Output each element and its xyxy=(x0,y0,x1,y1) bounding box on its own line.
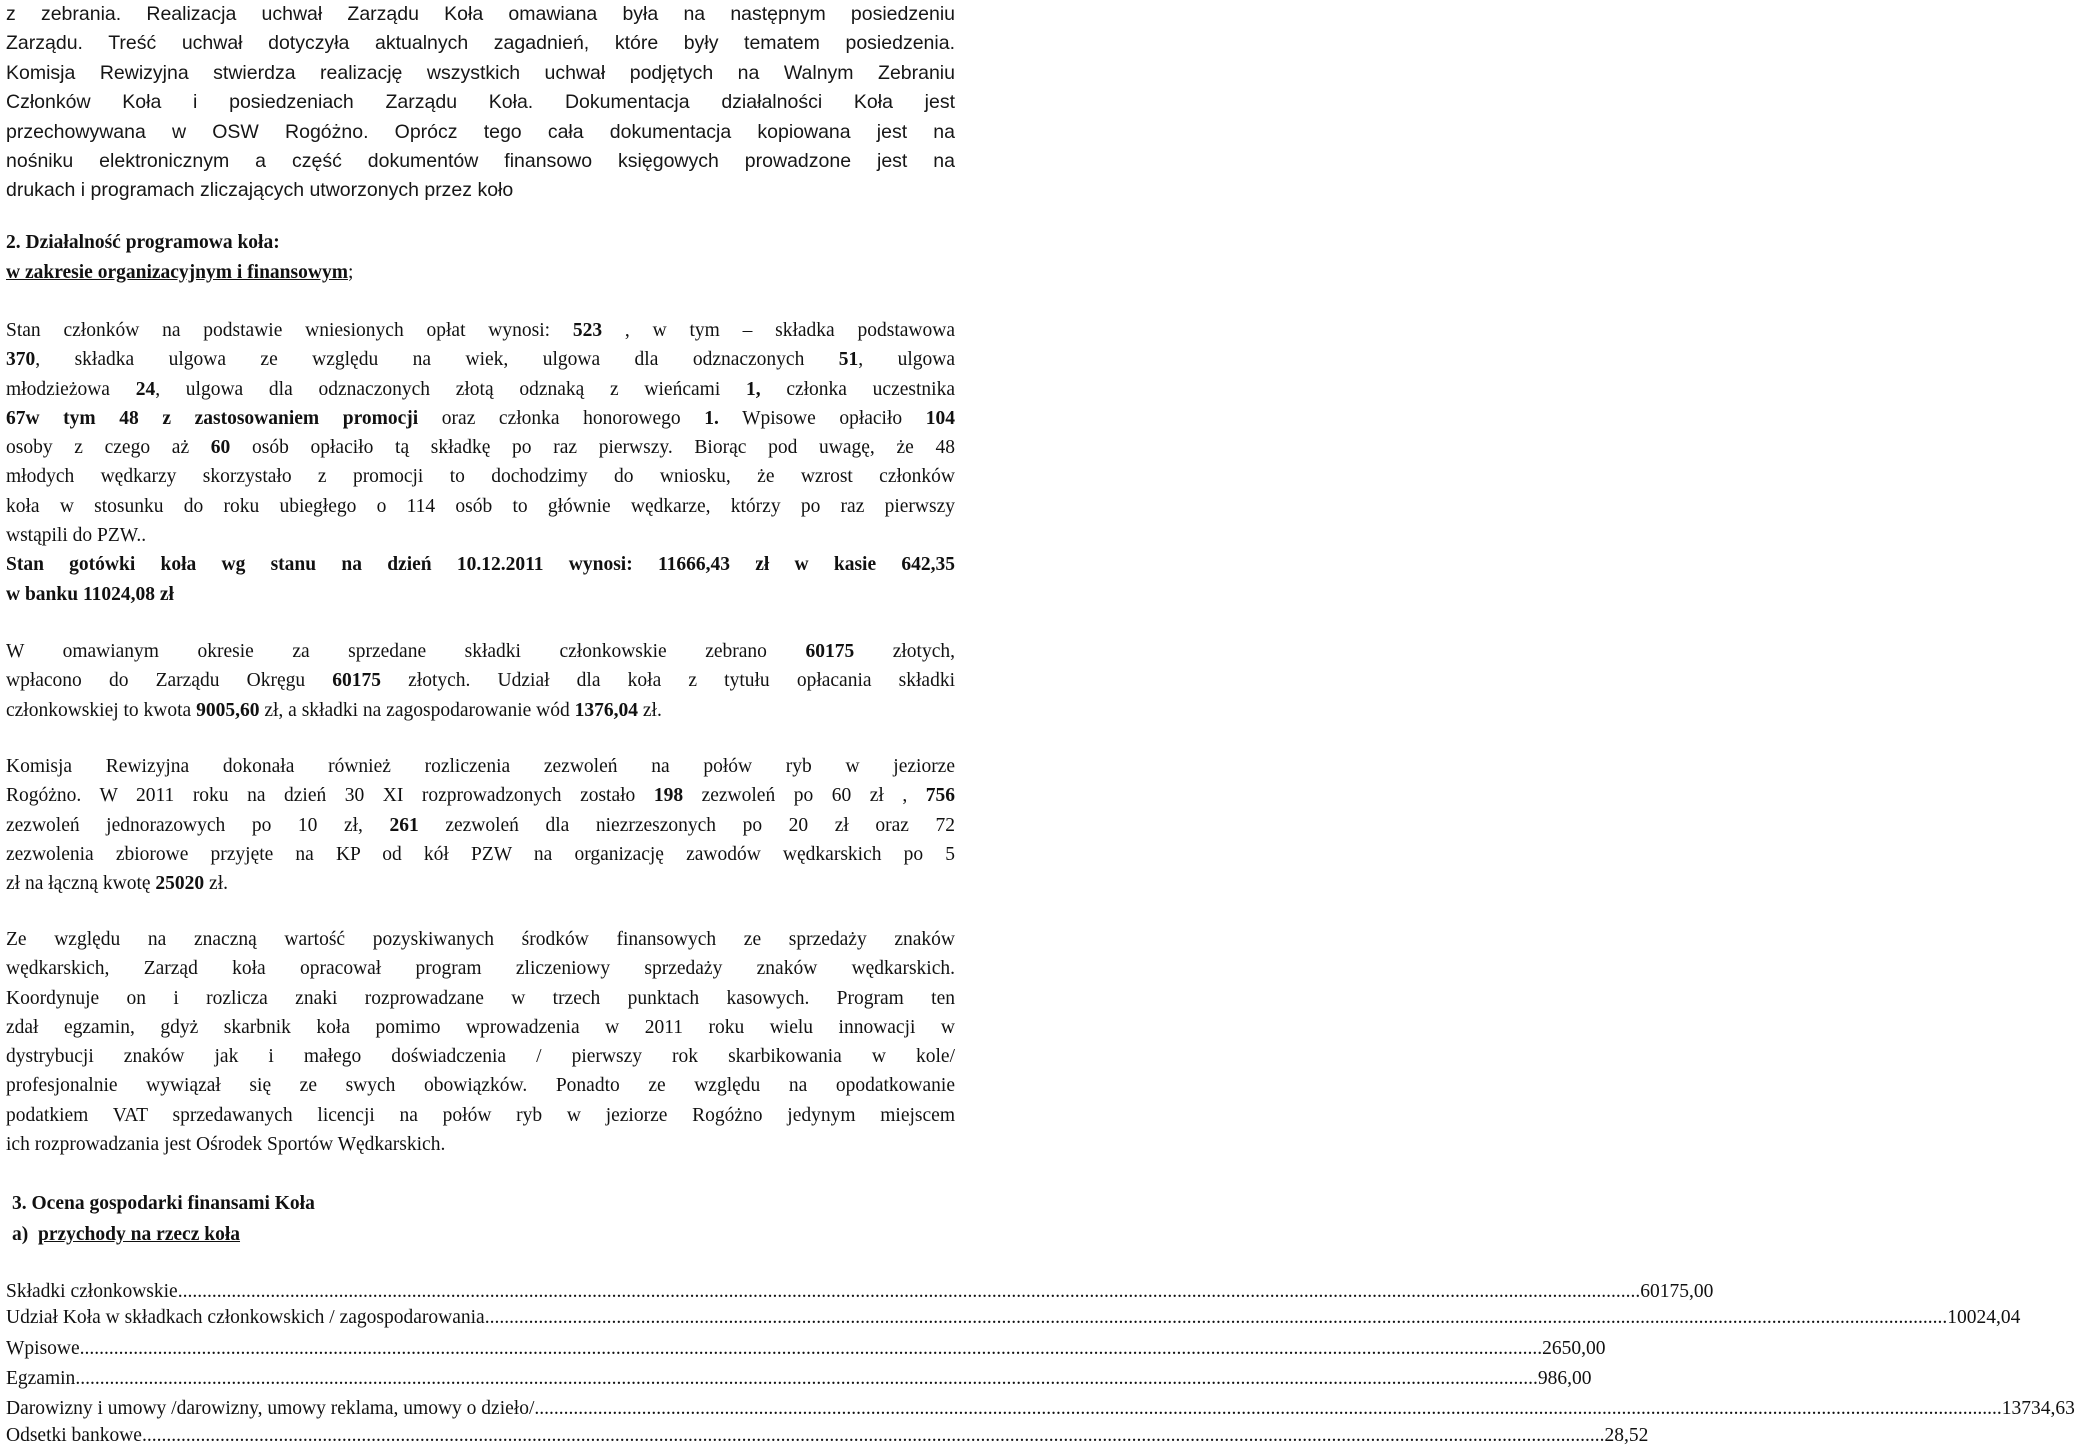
income-label: Składki członkowskie xyxy=(6,1281,178,1302)
bank-balance-line: w banku 11024,08 zł xyxy=(6,583,174,605)
text-line xyxy=(6,345,955,374)
income-label: Udział Koła w składkach członkowskich / zagospodarowania xyxy=(6,1307,485,1328)
text-line: Koordynuje on i rozlicza znaki rozprowadzane w trzech punktach kasowych. Program ten xyxy=(6,987,955,1009)
text-run: zezwoleń jednorazowych po 10 zł, xyxy=(6,814,390,836)
text-line: ich rozprowadzania jest Ośrodek Sportów Wędkarskich. xyxy=(6,1134,446,1156)
permits-60-count: 198 xyxy=(653,785,684,807)
income-value: 28,52 xyxy=(1604,1425,1649,1446)
text-line: Członków Koła i posiedzeniach Zarządu Koła. Dokumentacja działalności Koła jest xyxy=(6,91,955,114)
text-run: Stan członków na podstawie wniesionych opłat wynosi: xyxy=(6,320,573,341)
income-value: 10024,04 xyxy=(1947,1307,2021,1328)
section-subheading xyxy=(12,1219,961,1250)
text-line: młodych wędkarzy skorzystało z promocji to dochodzimy do wniosku, że wzrost członków xyxy=(6,466,955,488)
intro-paragraph xyxy=(6,0,955,206)
dues-collected: 60175 xyxy=(805,641,855,662)
text-line: przechowywana w OSW Rogóżno. Oprócz tego cała dokumentacja kopiowana jest na xyxy=(6,120,955,143)
text-line xyxy=(6,811,955,840)
income-label: Egzamin xyxy=(6,1368,76,1389)
dues-paid: 60175 xyxy=(332,670,381,692)
subheading-suffix: ; xyxy=(347,262,354,283)
text-line: koła w stosunku do roku ubiegłego o 114 osób to głównie wędkarze, którzy po raz pierwszy xyxy=(6,495,955,517)
text-line: Ze względu na znaczną wartość pozyskiwanych środków finansowych ze sprzedaży znaków xyxy=(6,929,955,950)
text-line xyxy=(6,666,955,695)
text-line xyxy=(6,781,955,810)
first-time-count: 60 xyxy=(210,437,231,459)
income-row xyxy=(6,1305,2021,1331)
decorated-count: 51 xyxy=(838,349,859,371)
text-line: dystrybucji znaków jak i małego doświadczenia / pierwszy rok skarbikowania w kole/ xyxy=(6,1046,955,1068)
permits-paragraph xyxy=(6,752,955,898)
text-line xyxy=(6,316,955,345)
text-run: W omawianym okresie za sprzedane składki członkowskie zebrano xyxy=(6,641,806,662)
permits-total-amount: 25020 xyxy=(155,873,205,895)
text-run: osoby z czego aż xyxy=(6,437,211,459)
text-line: drukach i programach zliczających utworzonych przez koło xyxy=(6,179,514,202)
text-run: Wpisowe opłaciło xyxy=(718,407,926,429)
dot-leader: ............................................................................................................................................................................................................................................................................................................ xyxy=(534,1398,1997,1419)
nonmember-permits-count: 261 xyxy=(389,814,419,836)
text-run: zezwoleń po 60 zł , xyxy=(683,785,926,807)
basic-fee-count: 370 xyxy=(6,349,36,371)
subheading-text: przychody na rzecz koła xyxy=(38,1224,241,1245)
income-label: Wpisowe xyxy=(6,1338,80,1359)
text-line: zezwolenia zbiorowe przyjęte na KP od kół PZW na organizację zawodów wędkarskich po 5 xyxy=(6,843,955,865)
text-line: wstąpili do PZW.. xyxy=(6,525,147,547)
income-row xyxy=(6,1423,1649,1449)
text-run: , ulgowa xyxy=(858,349,955,371)
text-line: podatkiem VAT sprzedawanych licencji na połów ryb w jeziorze Rogóżno jedynym miejscem xyxy=(6,1104,955,1126)
text-run: , składka ulgowa ze względu na wiek, ulgowa dla odznaczonych xyxy=(35,349,839,371)
dot-leader: ............................................................................................................................................................................................................................................................................................................ xyxy=(484,1307,1948,1328)
dot-leader: ............................................................................................................................................................................................................................................................................................................ xyxy=(141,1425,1605,1446)
honorary-count: 1. xyxy=(704,407,719,429)
text-run: , ulgowa dla odznaczonych złotą odznaką z wieńcami xyxy=(155,378,746,400)
program-paragraph xyxy=(6,925,955,1159)
income-value: .13734,63 xyxy=(1996,1398,2075,1419)
text-line: Komisja Rewizyjna dokonała również rozliczenia zezwoleń na połów ryb w jeziorze xyxy=(6,756,955,777)
text-line xyxy=(6,696,955,725)
single-permits-count: 756 xyxy=(925,785,956,807)
income-value: 2650,00 xyxy=(1542,1338,1606,1359)
text-run: zł. xyxy=(204,873,228,895)
section-2-heading xyxy=(6,228,955,288)
income-row xyxy=(6,1279,1714,1305)
youth-count: 24 xyxy=(135,378,156,400)
dot-leader: ............................................................................................................................................................................................................................................................................................................ xyxy=(75,1368,1538,1389)
section-heading: 2. Działalność programowa koła: xyxy=(6,232,280,253)
text-line: Komisja Rewizyjna stwierdza realizację wszystkich uchwał podjętych na Walnym Zebraniu xyxy=(6,61,955,84)
section-heading: 3. Ocena gospodarki finansami Koła xyxy=(12,1193,315,1214)
income-row xyxy=(6,1336,1606,1362)
income-label: Odsetki bankowe xyxy=(6,1425,142,1446)
entry-fee-count: 104 xyxy=(925,407,955,429)
text-line xyxy=(6,404,955,433)
section-subheading xyxy=(6,258,955,288)
cash-status-line: Stan gotówki koła wg stanu na dzień 10.12.2011 wynosi: 11666,43 zł w kasie 642,35 xyxy=(6,554,955,576)
text-line xyxy=(6,869,955,898)
income-value: 60175,00 xyxy=(1640,1281,1714,1302)
dot-leader: ............................................................................................................................................................................................................................................................................................................ xyxy=(79,1338,1543,1359)
text-run: członka uczestnika xyxy=(760,378,955,400)
text-run: , w tym – składka podstawowa xyxy=(602,320,955,341)
income-row xyxy=(6,1396,2075,1422)
members-total: 523 xyxy=(572,320,603,341)
text-line: Zarządu. Treść uchwał dotyczyła aktualnych zagadnień, które były tematem posiedzenia. xyxy=(6,32,955,55)
text-run: zł na łączną kwotę xyxy=(6,873,156,895)
section-3-heading xyxy=(12,1188,961,1250)
income-row xyxy=(6,1366,1592,1392)
text-run: oraz członka honorowego xyxy=(418,407,705,429)
text-line xyxy=(6,375,955,404)
club-share-amount: 9005,60 xyxy=(196,699,260,721)
text-run: złotych. Udział dla koła z tytułu opłacania składki xyxy=(381,670,955,692)
text-line xyxy=(6,637,955,666)
text-run: zezwoleń dla niezrzeszonych po 20 zł oraz 72 xyxy=(418,814,955,836)
participant-count: 67w tym 48 z zastosowaniem promocji xyxy=(6,407,419,429)
water-management-amount: 1376,04 xyxy=(574,699,638,721)
text-line: wędkarskich, Zarząd koła opracował program zliczeniowy sprzedaży znaków wędkarskich. xyxy=(6,958,955,980)
subheading-letter: a) xyxy=(12,1224,29,1245)
text-run: członkowskiej to kwota xyxy=(6,699,197,721)
text-line: z zebrania. Realizacja uchwał Zarządu Koła omawiana była na następnym posiedzeniu xyxy=(6,3,955,25)
dues-paragraph xyxy=(6,637,955,725)
text-run: zł. xyxy=(638,699,662,721)
text-run: osób opłaciło tą składkę po raz pierwszy. Biorąc pod uwagę, że 48 xyxy=(230,437,955,459)
text-line: zdał egzamin, gdyż skarbnik koła pomimo wprowadzenia w 2011 roku wielu innowacji w xyxy=(6,1016,955,1038)
text-line xyxy=(6,433,955,462)
subheading-text: w zakresie organizacyjnym i finansowym xyxy=(6,262,348,283)
income-label: Darowizny i umowy /darowizny, umowy reklama, umowy o dzieło/ xyxy=(6,1398,535,1419)
gold-badge-count: 1, xyxy=(745,378,761,400)
membership-paragraph xyxy=(6,316,955,609)
text-line: nośniku elektronicznym a część dokumentów finansowo księgowych prowadzone jest na xyxy=(6,150,955,173)
text-run: wpłacono do Zarządu Okręgu xyxy=(6,670,333,692)
income-value: 986,00 xyxy=(1537,1368,1592,1389)
text-run: zł, a składki na zagospodarowanie wód xyxy=(259,699,575,721)
dot-leader: ............................................................................................................................................................................................................................................................................................................ xyxy=(177,1281,1641,1302)
text-run: Rogóżno. W 2011 roku na dzień 30 XI rozprowadzonych zostało xyxy=(6,785,654,807)
text-run: młodzieżowa xyxy=(6,378,136,400)
text-run: złotych, xyxy=(854,641,955,662)
text-line: profesjonalnie wywiązał się ze swych obowiązków. Ponadto ze względu na opodatkowanie xyxy=(6,1075,955,1097)
